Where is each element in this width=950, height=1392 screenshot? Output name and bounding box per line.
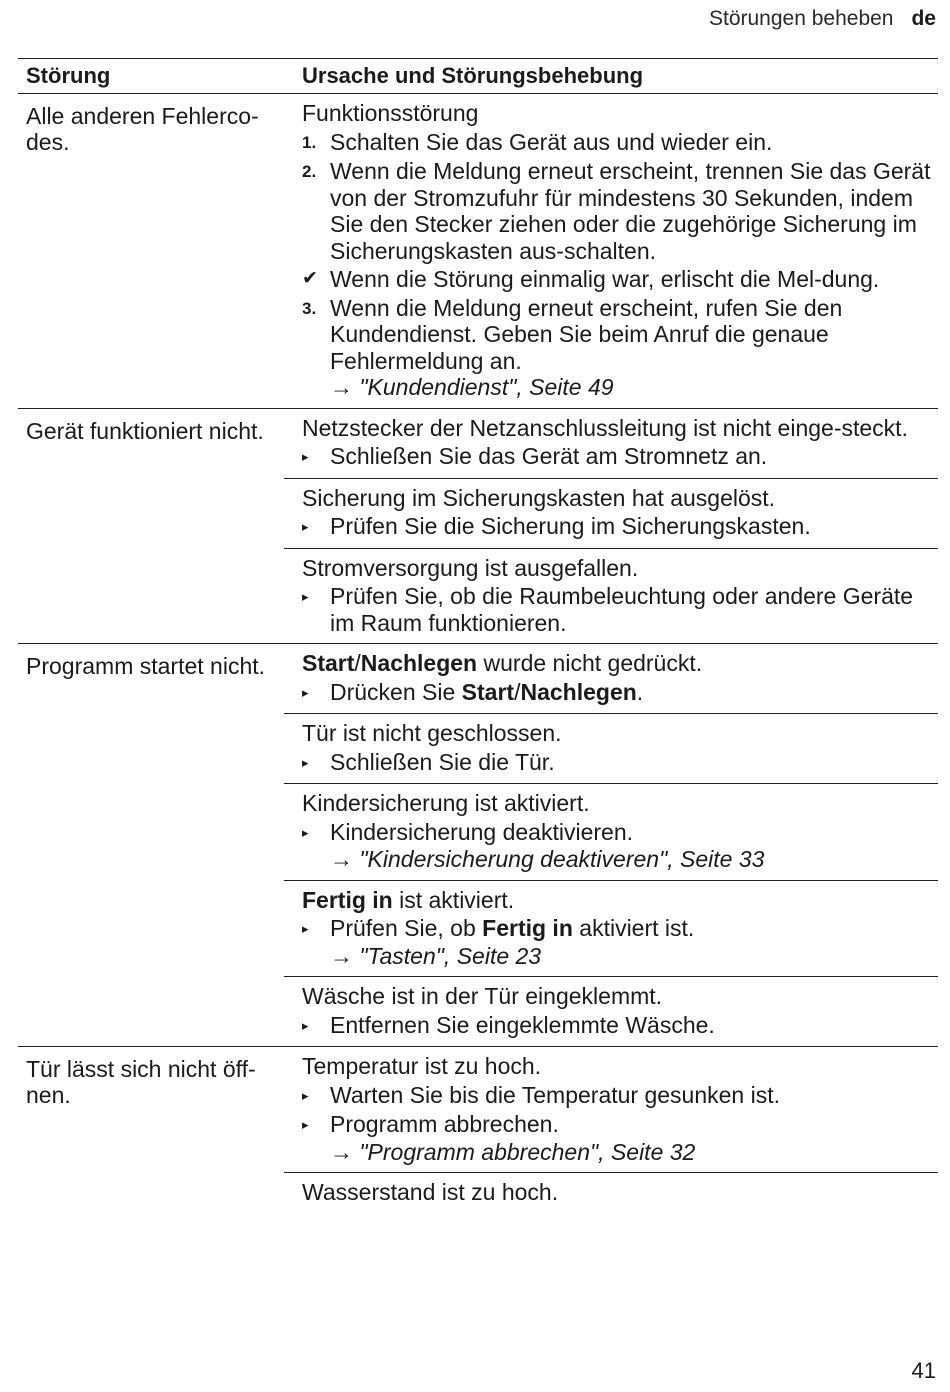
step-text bbox=[330, 915, 938, 943]
table-row bbox=[18, 409, 938, 645]
cause-cell bbox=[284, 644, 938, 1046]
step-text: Prüfen Sie die Sicherung im Sicherungskasten. bbox=[330, 513, 811, 539]
cause-text: Wäsche ist in der Tür eingeklemmt. bbox=[302, 983, 663, 1009]
numbered-step bbox=[302, 129, 938, 157]
fault-cell: Gerät funktioniert nicht. bbox=[26, 417, 264, 444]
fertig-in-label: Fertig in bbox=[482, 915, 573, 941]
step-text: Schließen Sie die Tür. bbox=[330, 748, 555, 775]
step-text: Wenn die Meldung erneut erscheint, trennen Sie das Gerät von der Stromzufuhr für mindestens 30 Sekunden, indem Sie den Stecker ziehen oder die zugehörige Sicherung im Sicherungskasten aus-schalten. bbox=[330, 158, 931, 264]
action-step bbox=[302, 915, 938, 943]
cause-text: Sicherung im Sicherungskasten hat ausgelöst. bbox=[302, 484, 776, 511]
step-text-pre: Prüfen Sie, ob bbox=[330, 915, 483, 941]
action-step bbox=[302, 513, 938, 541]
action-step bbox=[302, 1012, 938, 1040]
numbered-step bbox=[302, 158, 938, 264]
action-step bbox=[302, 583, 938, 636]
cross-reference: → "Kundendienst", Seite 49 bbox=[330, 374, 614, 400]
page-number: 41 bbox=[911, 1358, 936, 1383]
step-text: Prüfen Sie, ob die Raumbeleuchtung oder andere Geräte im Raum funktionieren. bbox=[330, 583, 914, 636]
cause-block bbox=[284, 644, 938, 714]
fault-cell: Alle anderen Fehlerco-des. bbox=[26, 103, 259, 155]
step-text: Entfernen Sie eingeklemmte Wäsche. bbox=[330, 1011, 715, 1038]
fault-cell: Tür lässt sich nicht öff-nen. bbox=[26, 1056, 256, 1108]
table-row bbox=[18, 94, 938, 409]
step-text-post: . bbox=[636, 678, 644, 705]
cross-reference: → "Kindersicherung deaktiveren", Seite 33 bbox=[330, 846, 765, 872]
action-step bbox=[302, 1082, 938, 1110]
fault-cell: Programm startet nicht. bbox=[26, 653, 266, 679]
cause-block bbox=[284, 714, 938, 784]
cause-text: Kindersicherung ist aktiviert. bbox=[302, 790, 590, 816]
cause-block bbox=[284, 977, 938, 1046]
step-number: 3. bbox=[302, 298, 317, 318]
cause-text: Funktionsstörung bbox=[302, 100, 479, 126]
table-row bbox=[18, 1047, 938, 1213]
triangle-bullet-icon: ▸ bbox=[302, 449, 309, 464]
cause-text bbox=[302, 650, 938, 677]
section-title: Störungen beheben bbox=[708, 7, 894, 30]
action-step bbox=[302, 749, 938, 777]
cause-cell bbox=[284, 94, 938, 408]
step-text: Schalten Sie das Gerät aus und wieder ein. bbox=[330, 128, 773, 155]
cause-block bbox=[284, 1047, 938, 1173]
cause-cell bbox=[284, 1047, 938, 1213]
step-number: 1. bbox=[302, 132, 317, 152]
table-row bbox=[18, 644, 938, 1047]
action-step bbox=[302, 819, 938, 847]
triangle-bullet-icon: ▸ bbox=[302, 754, 309, 770]
triangle-bullet-icon: ▸ bbox=[302, 824, 309, 840]
column-header-fault: Störung bbox=[26, 63, 111, 88]
action-step bbox=[302, 679, 938, 707]
step-number: 2. bbox=[302, 162, 317, 181]
cause-text: Tür ist nicht geschlossen. bbox=[302, 720, 562, 746]
start-button-label: Start bbox=[302, 650, 355, 676]
running-header bbox=[709, 7, 936, 31]
checkmark-icon: ✔ bbox=[302, 268, 318, 289]
step-text: Programm abbrechen. bbox=[330, 1111, 559, 1137]
cause-cell bbox=[284, 409, 938, 644]
column-header-cause: Ursache und Störungsbehebung bbox=[302, 63, 644, 88]
step-text bbox=[330, 679, 938, 707]
step-text: Kindersicherung deaktivieren. bbox=[330, 818, 634, 845]
troubleshooting-table bbox=[18, 58, 938, 1213]
table-header-row bbox=[18, 58, 938, 94]
start-button-label: Start bbox=[461, 678, 515, 705]
slash: / bbox=[354, 650, 361, 676]
cause-text-rest: ist aktiviert. bbox=[392, 886, 515, 913]
cause-text-rest: wurde nicht gedrückt. bbox=[477, 650, 703, 676]
cause-block bbox=[284, 784, 938, 881]
cause-block bbox=[284, 409, 938, 479]
cause-block bbox=[284, 94, 938, 408]
triangle-bullet-icon: ▸ bbox=[302, 684, 309, 700]
step-text-pre: Drücken Sie bbox=[330, 678, 462, 705]
triangle-bullet-icon: ▸ bbox=[302, 589, 309, 604]
step-text: Wenn die Störung einmalig war, erlischt die Mel-dung. bbox=[330, 266, 880, 292]
cause-text: Wasserstand ist zu hoch. bbox=[302, 1179, 559, 1205]
cross-reference: → "Programm abbrechen", Seite 32 bbox=[330, 1138, 696, 1165]
triangle-bullet-icon: ▸ bbox=[302, 1117, 309, 1132]
cause-text: Temperatur ist zu hoch. bbox=[302, 1053, 542, 1079]
cause-text: Netzstecker der Netzanschlussleitung ist nicht einge-steckt. bbox=[302, 414, 908, 441]
cause-block bbox=[284, 479, 938, 549]
cross-reference: → "Tasten", Seite 23 bbox=[330, 942, 542, 969]
step-text: Schließen Sie das Gerät am Stromnetz an. bbox=[330, 443, 768, 469]
triangle-bullet-icon: ▸ bbox=[302, 519, 309, 534]
cause-block bbox=[284, 1173, 938, 1213]
cause-text bbox=[302, 887, 938, 914]
step-text: Warten Sie bis die Temperatur gesunken ist. bbox=[330, 1081, 781, 1108]
step-text: Wenn die Meldung erneut erscheint, rufen Sie den Kundendienst. Geben Sie beim Anruf die genaue Fehlermeldung an. bbox=[330, 294, 843, 374]
cause-text: Stromversorgung ist ausgefallen. bbox=[302, 554, 639, 581]
action-step bbox=[302, 1111, 938, 1139]
numbered-step bbox=[302, 295, 938, 375]
action-step bbox=[302, 443, 938, 471]
result-step bbox=[302, 266, 938, 293]
slash: / bbox=[514, 678, 521, 705]
language-code: de bbox=[911, 7, 936, 30]
triangle-bullet-icon: ▸ bbox=[302, 1087, 309, 1103]
reload-button-label: Nachlegen bbox=[520, 678, 637, 705]
cause-block bbox=[284, 549, 938, 644]
triangle-bullet-icon: ▸ bbox=[302, 921, 309, 936]
step-text-post: aktiviert ist. bbox=[572, 915, 695, 941]
triangle-bullet-icon: ▸ bbox=[302, 1017, 309, 1033]
reload-button-label: Nachlegen bbox=[360, 650, 478, 676]
cause-block bbox=[284, 881, 938, 978]
fertig-in-label: Fertig in bbox=[302, 886, 393, 913]
